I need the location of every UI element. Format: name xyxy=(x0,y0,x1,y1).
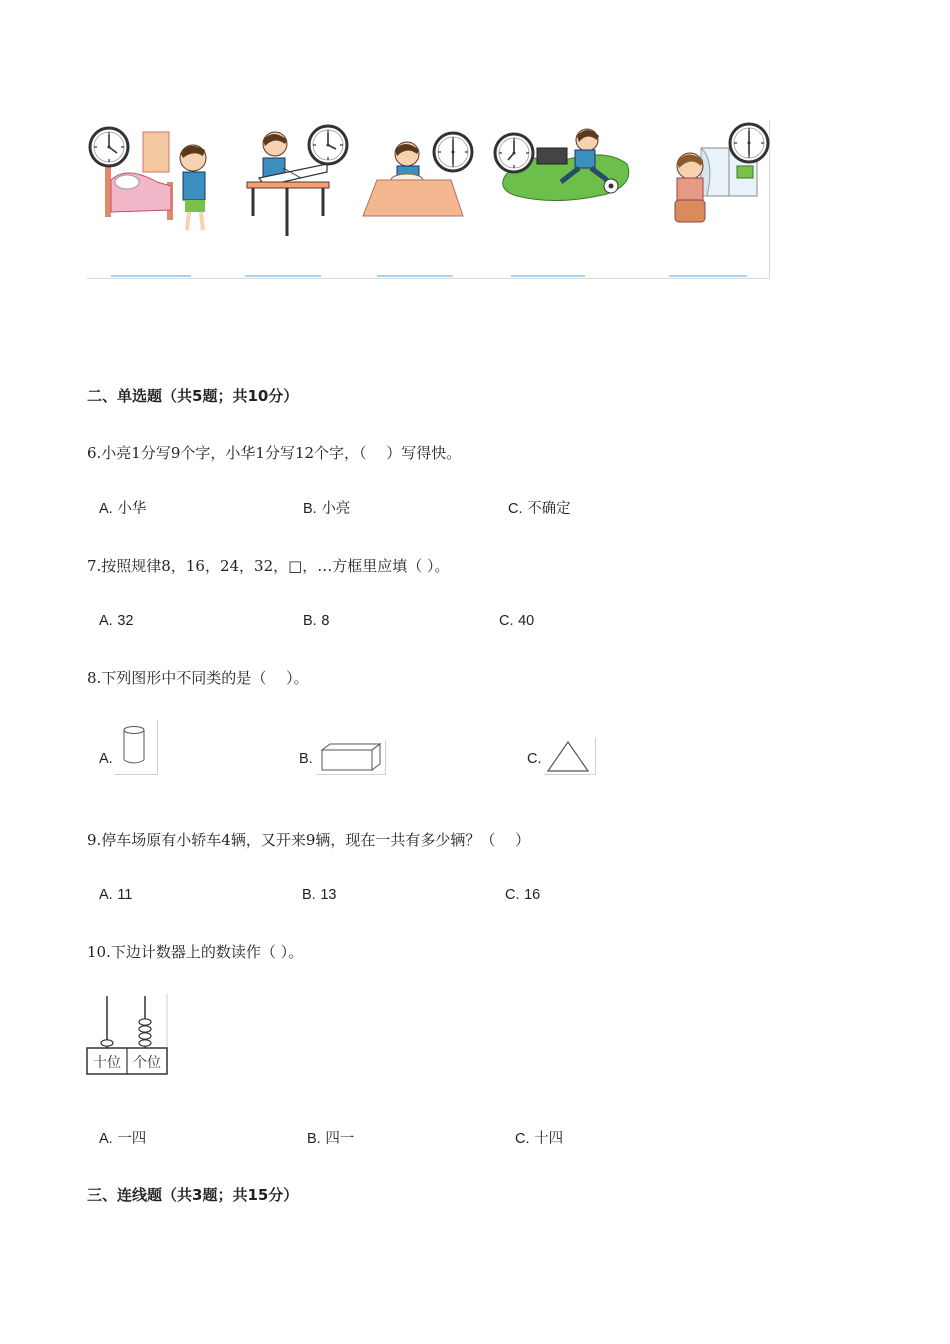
q7-option-a[interactable] xyxy=(99,611,133,631)
option-label: B. xyxy=(303,501,317,517)
option-label: C. xyxy=(527,751,542,767)
q9-option-c[interactable] xyxy=(505,885,540,905)
option-label: A. xyxy=(99,751,113,767)
question-7-text: 7.按照规律8，16，24，32，□，…方框里应填（ ）。 xyxy=(87,557,450,575)
question-8-text: 8.下列图形中不同类的是（ ）。 xyxy=(87,669,309,687)
option-text: 小华 xyxy=(117,501,147,517)
clock-bed-scene-icon xyxy=(90,128,206,276)
abacus-tens-label: 十位 xyxy=(93,1055,121,1071)
option-text: 四一 xyxy=(325,1131,355,1147)
clock-desk-writing-scene-icon xyxy=(245,126,347,276)
option-text: 32 xyxy=(117,613,134,629)
section-heading-single-choice: 二、单选题（共5题；共10分） xyxy=(87,387,299,405)
q6-option-c[interactable] xyxy=(508,499,571,519)
option-label: C. xyxy=(508,501,523,517)
q7-option-b[interactable] xyxy=(303,611,329,631)
option-text: 一四 xyxy=(117,1131,147,1147)
q8-option-b[interactable] xyxy=(299,749,313,769)
q6-option-b[interactable] xyxy=(303,499,350,519)
scene-picture-strip xyxy=(87,120,770,279)
q6-option-a[interactable] xyxy=(99,499,146,519)
scene-strip-drawing xyxy=(87,120,770,279)
clock-eating-scene-icon xyxy=(363,133,472,276)
option-text: 16 xyxy=(524,887,541,903)
option-text: 十四 xyxy=(534,1131,564,1147)
q10-option-c[interactable] xyxy=(515,1129,563,1149)
clock-playing-football-scene-icon xyxy=(495,129,629,276)
option-label: C. xyxy=(499,613,514,629)
option-label: C. xyxy=(515,1131,530,1147)
q8-option-a[interactable] xyxy=(99,749,113,769)
option-text: 11 xyxy=(117,887,133,903)
q10-option-a[interactable] xyxy=(99,1129,146,1149)
cuboid-icon xyxy=(316,740,386,775)
q7-option-c[interactable] xyxy=(499,611,534,631)
option-text: 8 xyxy=(321,613,330,629)
question-9-text: 9.停车场原有小轿车4辆，又开来9辆，现在一共有多少辆？（ ） xyxy=(87,831,531,849)
option-label: B. xyxy=(307,1131,321,1147)
q8-option-c[interactable] xyxy=(527,749,542,769)
option-label: A. xyxy=(99,887,113,903)
option-label: A. xyxy=(99,1131,113,1147)
option-label: C. xyxy=(505,887,520,903)
cylinder-icon xyxy=(115,720,158,775)
option-label: B. xyxy=(303,613,317,629)
option-label: A. xyxy=(99,613,113,629)
option-label: A. xyxy=(99,501,113,517)
triangle-icon xyxy=(544,738,596,775)
option-label: B. xyxy=(299,751,313,767)
q9-option-b[interactable] xyxy=(302,885,336,905)
q10-option-b[interactable] xyxy=(307,1129,354,1149)
question-6-text: 6.小亮1分写9个字，小华1分写12个字，（ ）写得快。 xyxy=(87,444,462,462)
option-label: B. xyxy=(302,887,316,903)
option-text: 不确定 xyxy=(527,501,571,517)
question-10-text: 10.下边计数器上的数读作（ ）。 xyxy=(87,943,304,961)
abacus-ones-label: 个位 xyxy=(133,1055,161,1071)
clock-window-scene-icon xyxy=(669,124,768,276)
option-text: 13 xyxy=(320,887,337,903)
abacus-counter-icon xyxy=(86,994,168,1076)
q9-option-a[interactable] xyxy=(99,885,132,905)
option-text: 小亮 xyxy=(321,501,351,517)
section-heading-matching: 三、连线题（共3题；共15分） xyxy=(87,1186,299,1204)
option-text: 40 xyxy=(518,613,535,629)
